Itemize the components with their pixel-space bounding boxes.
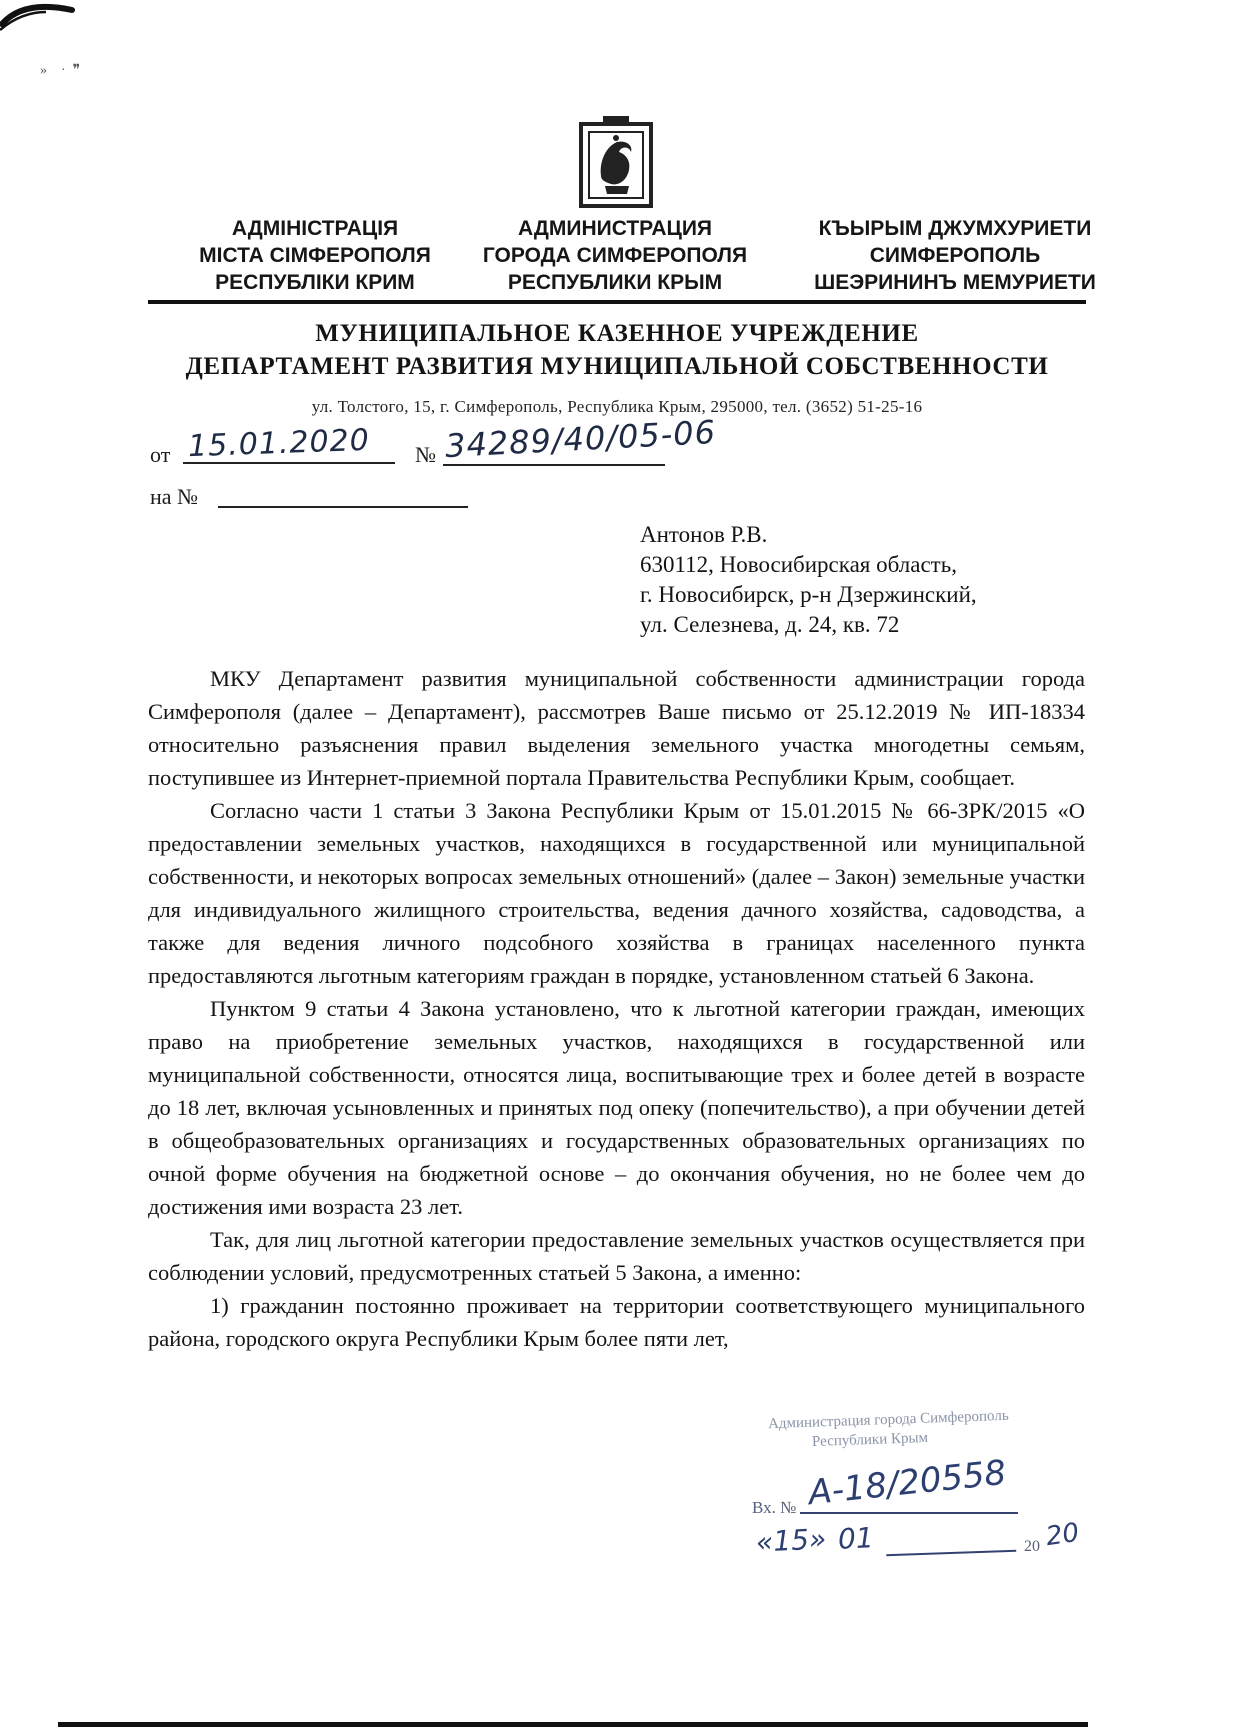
recipient-block (640, 520, 1070, 640)
letter-body (148, 662, 1085, 1355)
reply-to-label: на № (150, 484, 199, 509)
coat-of-arms-emblem (577, 116, 655, 212)
letterhead-line: МІСТА СІМФЕРОПОЛЯ (199, 244, 431, 267)
letterhead-line: АДМІНІСТРАЦІЯ (231, 217, 399, 240)
letterhead-right-column (790, 215, 1120, 296)
letterhead-line: ШЕЭРИНИНЪ МЕМУРИЕТИ (814, 271, 1096, 294)
stamp-number-line (800, 1492, 1018, 1514)
institution-title-line2: ДЕПАРТАМЕНТ РАЗВИТИЯ МУНИЦИПАЛЬНОЙ СОБСТВЕННОСТИ (185, 353, 1049, 380)
letterhead-line: АДМИНИСТРАЦИЯ (517, 217, 713, 240)
scan-edge-line (58, 1722, 1088, 1727)
stamp-year-handwritten: 20 (1044, 1517, 1082, 1553)
letterhead-line: РЕСПУБЛІКИ КРИМ (215, 271, 415, 294)
letterhead-center-column (460, 215, 770, 296)
stamp-date-line (886, 1536, 1016, 1557)
number-underline (443, 442, 665, 466)
letterhead-divider (148, 300, 1086, 304)
institution-address: ул. Толстого, 15, г. Симферополь, Республика Крым, 295000, тел. (3652) 51-25-16 (311, 397, 923, 416)
from-label: от (150, 442, 171, 467)
recipient-address-line: ул. Селезнева, д. 24, кв. 72 (640, 612, 900, 637)
reply-number-underline (218, 484, 468, 508)
body-paragraph: МКУ Департамент развития муниципальной собственности администрации города Симферополя (далее – Департамент), рассмотрев Ваше письмо от 25.12.2019 № ИП-18334 относительно разъяснения правил выделения земельного участка многодетны семьям, поступившее из Интернет-приемной портала Правительства Республики Крым, сообщает. (148, 666, 1085, 790)
stamp-year-printed: 20 (1024, 1538, 1040, 1555)
stamp-date-day-handwritten: «15» (755, 1522, 828, 1559)
letterhead-line: ГОРОДА СИМФЕРОПОЛЯ (482, 244, 748, 267)
outgoing-date-handwritten: 15.01.2020 (187, 422, 371, 465)
number-sign: № (415, 442, 436, 467)
scan-artifact: » · ❞ (40, 63, 81, 78)
outgoing-number-handwritten: 34289/40/05-06 (444, 412, 717, 466)
body-paragraph: 1) гражданин постоянно проживает на территории соответствующего муниципального района, городского округа Республики Крым более пяти лет, (148, 1293, 1085, 1351)
body-paragraph: Согласно части 1 статьи 3 Закона Республики Крым от 15.01.2015 № 66-ЗРК/2015 «О предоставлении земельных участков, находящихся в государственной или муниципальной собственности, и некоторых вопросах земельных отношений» (далее – Закон) земельные участки для индивидуального жилищного строительства, ведения дачного хозяйства, садоводства, а также для ведения личного подсобного хозяйства в границах населенного пункта предоставляются льготным категориям граждан в порядке, установленном статьей 6 Закона. (148, 798, 1085, 988)
recipient-address-line: г. Новосибирск, р-н Дзержинский, (640, 582, 977, 607)
body-paragraph: Так, для лиц льготной категории предоставление земельных участков осуществляется при соблюдении условий, предусмотренных статьей 5 Закона, а именно: (148, 1227, 1085, 1285)
pen-mark (0, 0, 80, 34)
date-underline (183, 440, 395, 464)
letterhead-left-column (160, 215, 470, 296)
stamp-incoming-label: Вх. № (752, 1498, 797, 1517)
letterhead-line: РЕСПУБЛИКИ КРЫМ (507, 271, 723, 294)
institution-title-line1: МУНИЦИПАЛЬНОЕ КАЗЕННОЕ УЧРЕЖДЕНИЕ (315, 320, 919, 347)
letterhead-line: КЪЫРЫМ ДЖУМХУРИЕТИ (818, 217, 1092, 240)
letterhead-line: СИМФЕРОПОЛЬ (869, 244, 1041, 267)
recipient-name: Антонов Р.В. (640, 522, 768, 547)
body-paragraph: Пунктом 9 статьи 4 Закона установлено, что к льготной категории граждан, имеющих право на приобретение земельных участков, находящихся в государственной или муниципальной собственности, относятся лица, воспитывающие трех и более детей в возрасте до 18 лет, включая усыновленных и принятых под опеку (попечительство), а при обучении детей в общеобразовательных организациях и государственных образовательных организациях по очной форме обучения на бюджетной основе – до окончания обучения, но не более чем до достижения ими возраста 23 лет. (148, 996, 1085, 1219)
stamp-date-month-handwritten: 01 (837, 1521, 875, 1556)
stamp-org-line2: Республики Крым (811, 1429, 929, 1451)
stamp-incoming-number-handwritten: А-18/20558 (806, 1452, 1008, 1514)
stamp-org-line1: Администрация города Симферополь (767, 1407, 1009, 1433)
recipient-address-line: 630112, Новосибирская область, (640, 552, 957, 577)
